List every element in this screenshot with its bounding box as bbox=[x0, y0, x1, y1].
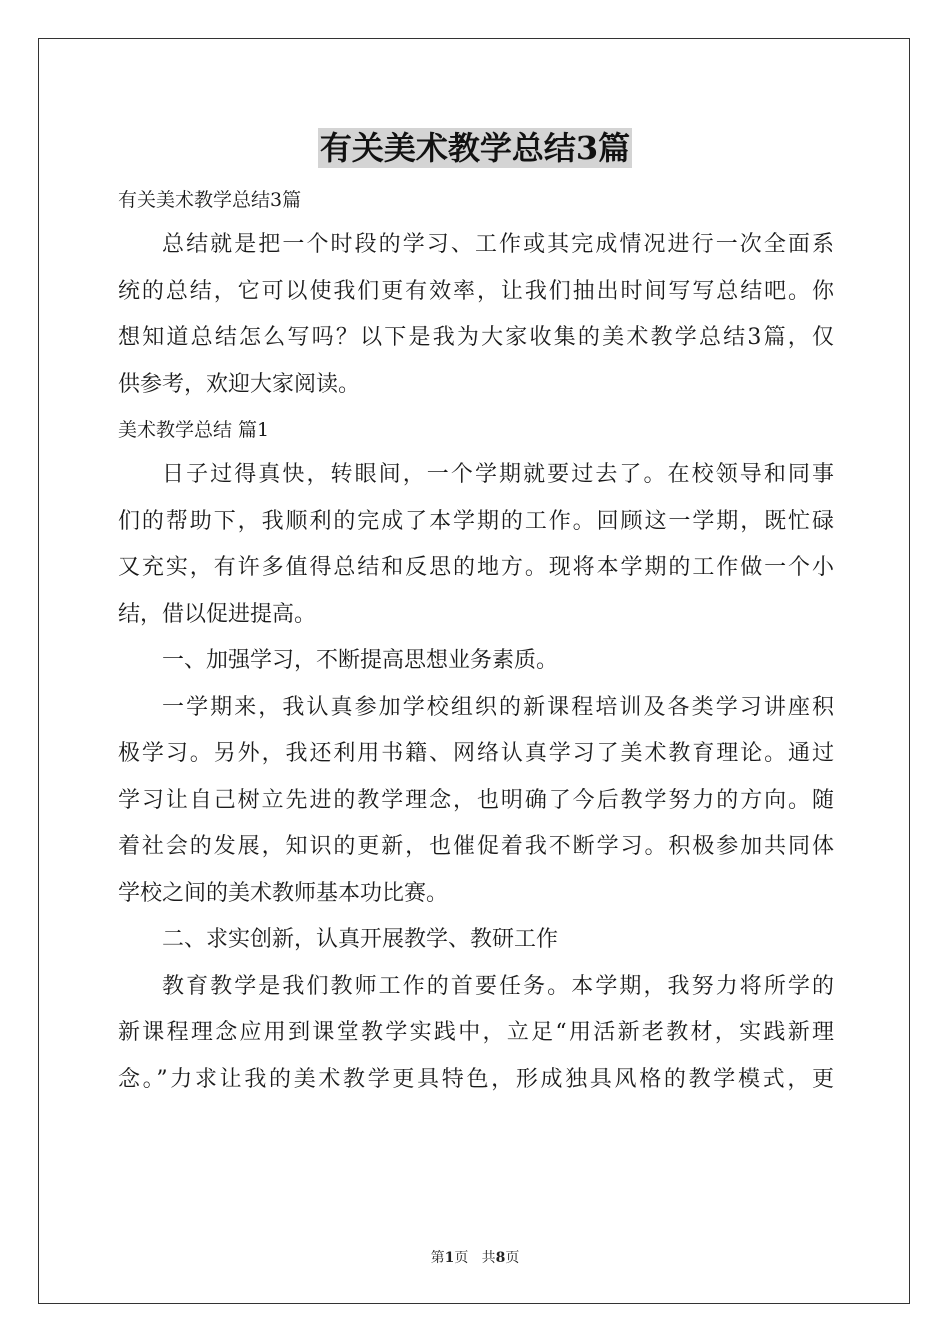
intro-line: 供参考，欢迎大家阅读。 bbox=[118, 371, 361, 397]
paragraph-1 bbox=[118, 452, 834, 638]
page-footer bbox=[0, 1247, 950, 1267]
paragraph-line: 又充实，有许多值得总结和反思的地方。现将本学期的工作做一个小 bbox=[118, 555, 834, 580]
paragraph-line: 学习让自己树立先进的教学理念，也明确了今后教学努力的方向。随 bbox=[118, 787, 834, 813]
paragraph-line: 们的帮助下，我顺利的完成了本学期的工作。回顾这一学期，既忙碌 bbox=[118, 508, 834, 534]
item-heading-2: 二、求实创新，认真开展教学、教研工作 bbox=[162, 927, 559, 952]
subtitle: 有关美术教学总结3篇 bbox=[118, 189, 302, 211]
page-suffix: 页 bbox=[454, 1250, 469, 1266]
document-body bbox=[118, 178, 834, 1103]
paragraph-line: 学校之间的美术教师基本功比赛。 bbox=[118, 880, 449, 906]
paragraph-line: 结，借以促进提高。 bbox=[118, 601, 317, 627]
section-heading: 美术教学总结 篇1 bbox=[118, 419, 270, 441]
intro-line: 统的总结，它可以使我们更有效率，让我们抽出时间写写总结吧。你 bbox=[118, 278, 834, 304]
paragraph-line: 教育教学是我们教师工作的首要任务。本学期，我努力将所学的 bbox=[162, 973, 834, 999]
total-suffix: 页 bbox=[505, 1250, 520, 1266]
item-heading-1: 一、加强学习，不断提高思想业务素质。 bbox=[162, 648, 559, 673]
paragraph-2 bbox=[118, 685, 834, 918]
title-container bbox=[0, 128, 950, 168]
paragraph-line: 念。”力求让我的美术教学更具特色，形成独具风格的教学模式，更 bbox=[118, 1066, 834, 1092]
page-prefix: 第 bbox=[430, 1250, 445, 1266]
page-number: 1 bbox=[444, 1250, 455, 1266]
intro-line: 总结就是把一个时段的学习、工作或其完成情况进行一次全面系 bbox=[162, 232, 834, 257]
paragraph-line: 极学习。另外，我还利用书籍、网络认真学习了美术教育理论。通过 bbox=[118, 741, 834, 766]
paragraph-line: 新课程理念应用到课堂教学实践中，立足“用活新老教材，实践新理 bbox=[118, 1020, 834, 1045]
paragraph-3 bbox=[118, 964, 834, 1104]
paragraph-line: 着社会的发展，知识的更新，也催促着我不断学习。积极参加共同体 bbox=[118, 834, 834, 859]
paragraph-line: 一学期来，我认真参加学校组织的新课程培训及各类学习讲座积 bbox=[162, 694, 834, 720]
intro-paragraph bbox=[118, 222, 834, 408]
total-pages: 8 bbox=[495, 1250, 506, 1266]
document-title: 有关美术教学总结3篇 bbox=[319, 129, 631, 167]
intro-line: 想知道总结怎么写吗？以下是我为大家收集的美术教学总结3篇，仅 bbox=[118, 325, 834, 350]
paragraph-line: 日子过得真快，转眼间，一个学期就要过去了。在校领导和同事 bbox=[162, 462, 834, 487]
total-prefix: 共 bbox=[481, 1250, 496, 1266]
